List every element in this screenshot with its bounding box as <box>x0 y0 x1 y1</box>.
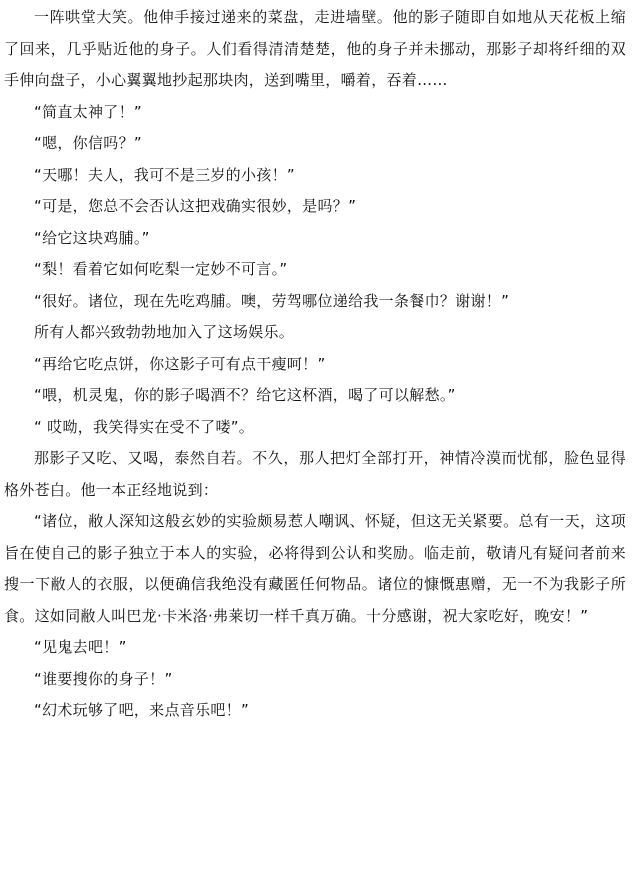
dialogue-line: “再给它吃点饼，你这影子可有点干瘦呵！” <box>34 354 326 373</box>
dialogue-line: “梨！看着它如何吃梨一定妙不可言。” <box>34 260 288 278</box>
paragraph-shadow-eats: 一阵哄堂大笑。他伸手接过递来的菜盘，走进墙壁。他的影子随即自如地从天花板上缩了回来，几乎贴近他的身子。人们看得清清楚楚，他的身子并未挪动，那影子却将纤细的双手伸向盘子，小心翼翼地抄起那块肉，送到嘴里，嚼着，吞着…… <box>4 8 626 89</box>
dialogue-line: “给它这块鸡脯。” <box>34 228 150 247</box>
dialogue-line: “嗯，你信吗？” <box>34 134 142 152</box>
paragraph-speech: “诸位，敝人深知这般玄妙的实验颇易惹人嘲讽、怀疑，但这无关紧要。总有一天，这项旨在使自己的影子独立于本人的实验，必将得到公认和奖励。临走前，敬请凡有疑问者前来搜一下敝人的衣服，以便确信我绝没有藏匿任何物品。诸位的慷慨惠赠，无一不为我影子所食。这如同敝人叫巴龙·卡米洛·弗莱切一样千真万确。十分感谢，祝大家吃好，晚安！” <box>4 512 626 625</box>
narration-line: 所有人都兴致勃勃地加入了这场娱乐。 <box>34 323 295 341</box>
dialogue-line: “ 哎呦，我笑得实在受不了喽”。 <box>34 417 255 436</box>
dialogue-line: “谁要搜你的身子！” <box>34 669 173 688</box>
dialogue-line: “可是，您总不会否认这把戏确实很妙，是吗？” <box>34 197 357 215</box>
paragraph-narration: 那影子又吃、又喝，泰然自若。不久，那人把灯全部打开，神情冷漠而忧郁，脸色显得格外苍白。他一本正经地说到： <box>4 449 626 499</box>
dialogue-line: “幻术玩够了吧，来点音乐吧！” <box>34 701 250 719</box>
dialogue-line: “很好。诸位，现在先吃鸡脯。噢，劳驾哪位递给我一条餐巾？谢谢！” <box>34 291 510 310</box>
dialogue-line: “简直太神了！” <box>34 102 142 121</box>
dialogue-line: “天哪！夫人，我可不是三岁的小孩！” <box>34 165 295 184</box>
dialogue-line: “喂，机灵鬼，你的影子喝酒不？给它这杯酒，喝了可以解愁。” <box>34 386 456 404</box>
dialogue-line: “见鬼去吧！” <box>34 638 127 656</box>
